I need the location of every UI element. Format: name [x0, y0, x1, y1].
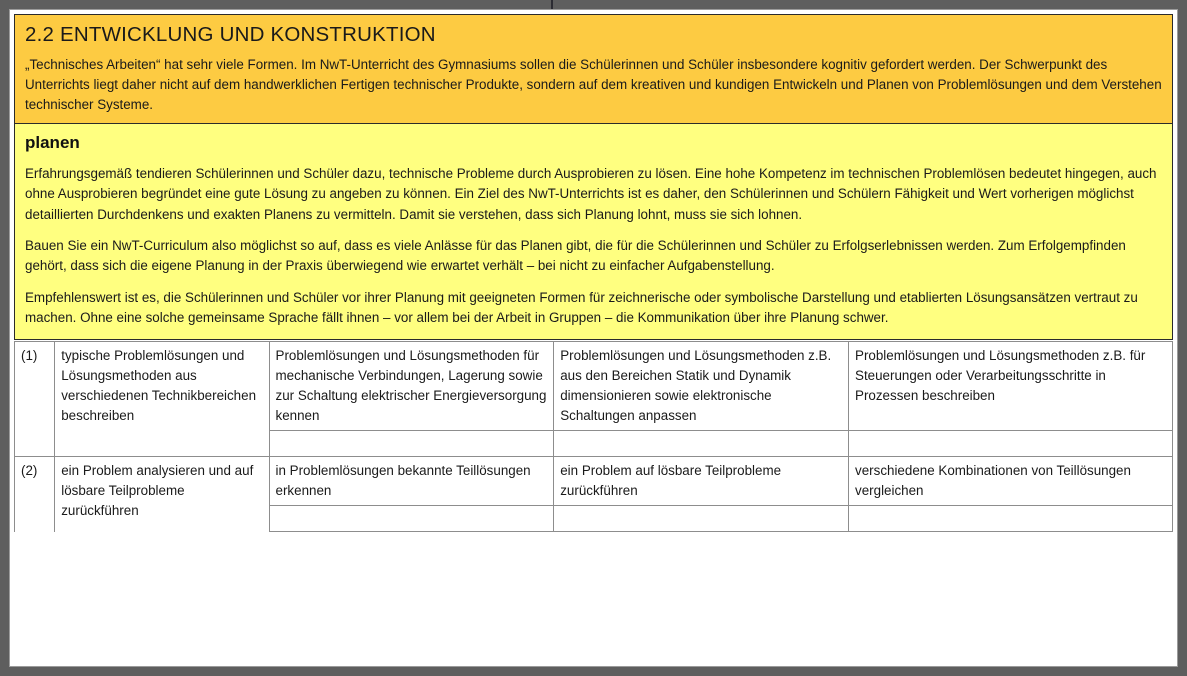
- row-goal: typische Problemlösungen und Lösungsmethoden aus verschiedenen Technikbereichen beschreiben: [55, 341, 269, 456]
- slide-content: [14, 14, 1173, 662]
- row-sublevel-2: [554, 506, 849, 532]
- row-number: (1): [15, 341, 55, 456]
- section-paragraph-1: Erfahrungsgemäß tendieren Schülerinnen und Schüler dazu, technische Probleme durch Ausprobieren zu lösen. Eine hohe Kompetenz im technischen Problemlösen bedeutet hingegen, auch ohne Ausprobieren begründet eine gute Lösung zu angeben zu können. Ein Ziel des NwT-Unterrichts ist es daher, den Schülerinnen und Schülern Fähigkeit und Wert vorherigen möglichst detaillierten Durchdenkens und exakten Planens zu vermitteln. Damit sie verstehen, dass sich Planung lohnt, muss sie sich lohnen.: [25, 165, 1157, 222]
- row-sublevel-1: [269, 430, 554, 456]
- row-sublevel-3: [849, 430, 1173, 456]
- slide-edge-marker: [551, 0, 553, 9]
- row-level-3: Problemlösungen und Lösungsmethoden z.B. für Steuerungen oder Verarbeitungsschritte in Prozessen beschreiben: [849, 341, 1173, 430]
- competency-section-block: [14, 124, 1173, 340]
- row-number: (2): [15, 456, 55, 531]
- row-sublevel-1: [269, 506, 554, 532]
- chapter-header-block: [14, 14, 1173, 124]
- row-sublevel-2: [554, 430, 849, 456]
- table-row: [15, 341, 1173, 430]
- section-heading: planen: [25, 132, 80, 152]
- chapter-intro-paragraph: „Technisches Arbeiten“ hat sehr viele Formen. Im NwT-Unterricht des Gymnasiums sollen die Schülerinnen und Schüler insbesondere kognitiv gefordert werden. Der Schwerpunkt des Unterrichts liegt daher nicht auf dem handwerklichen Fertigen technischer Produkte, sondern auf dem kreativen und kundigen Entwickeln und Planen von Problemlösungen und dem Verstehen technischer Systeme.: [25, 56, 1162, 113]
- row-level-2: Problemlösungen und Lösungsmethoden z.B. aus den Bereichen Statik und Dynamik dimensionieren sowie elektronische Schaltungen anpassen: [554, 341, 849, 430]
- slide-page: [9, 9, 1178, 667]
- section-paragraph-2: Bauen Sie ein NwT-Curriculum also möglichst so auf, dass es viele Anlässe für das Planen gibt, die für die Schülerinnen und Schüler zu Erfolgserlebnissen werden. Zum Erfolgempfinden gehört, dass sich die eigene Planung in der Praxis überwiegend wie erwartet verhält – bei nicht zu einfacher Aufgabenstellung.: [25, 238, 1126, 274]
- competency-table: [14, 341, 1173, 533]
- row-level-1: in Problemlösungen bekannte Teillösungen erkennen: [269, 456, 554, 505]
- table-row: [15, 456, 1173, 505]
- row-sublevel-3: [849, 506, 1173, 532]
- row-goal: ein Problem analysieren und auf lösbare Teilprobleme zurückführen: [55, 456, 269, 531]
- row-level-2: ein Problem auf lösbare Teilprobleme zurückführen: [554, 456, 849, 505]
- row-level-3: verschiedene Kombinationen von Teillösungen vergleichen: [849, 456, 1173, 505]
- page-title: 2.2 ENTWICKLUNG UND KONSTRUKTION: [25, 23, 436, 46]
- section-paragraph-3: Empfehlenswert ist es, die Schülerinnen und Schüler vor ihrer Planung mit geeigneten Formen für zeichnerische oder symbolische Darstellung und etablierten Lösungsansätzen vertraut zu machen. Ohne eine solche gemeinsame Sprache fällt ihnen – vor allem bei der Arbeit in Gruppen – die Kommunikation über ihre Planung schwer.: [25, 289, 1138, 326]
- row-level-1: Problemlösungen und Lösungsmethoden für mechanische Verbindungen, Lagerung sowie zur Schaltung elektrischer Energieversorgung kennen: [269, 341, 554, 430]
